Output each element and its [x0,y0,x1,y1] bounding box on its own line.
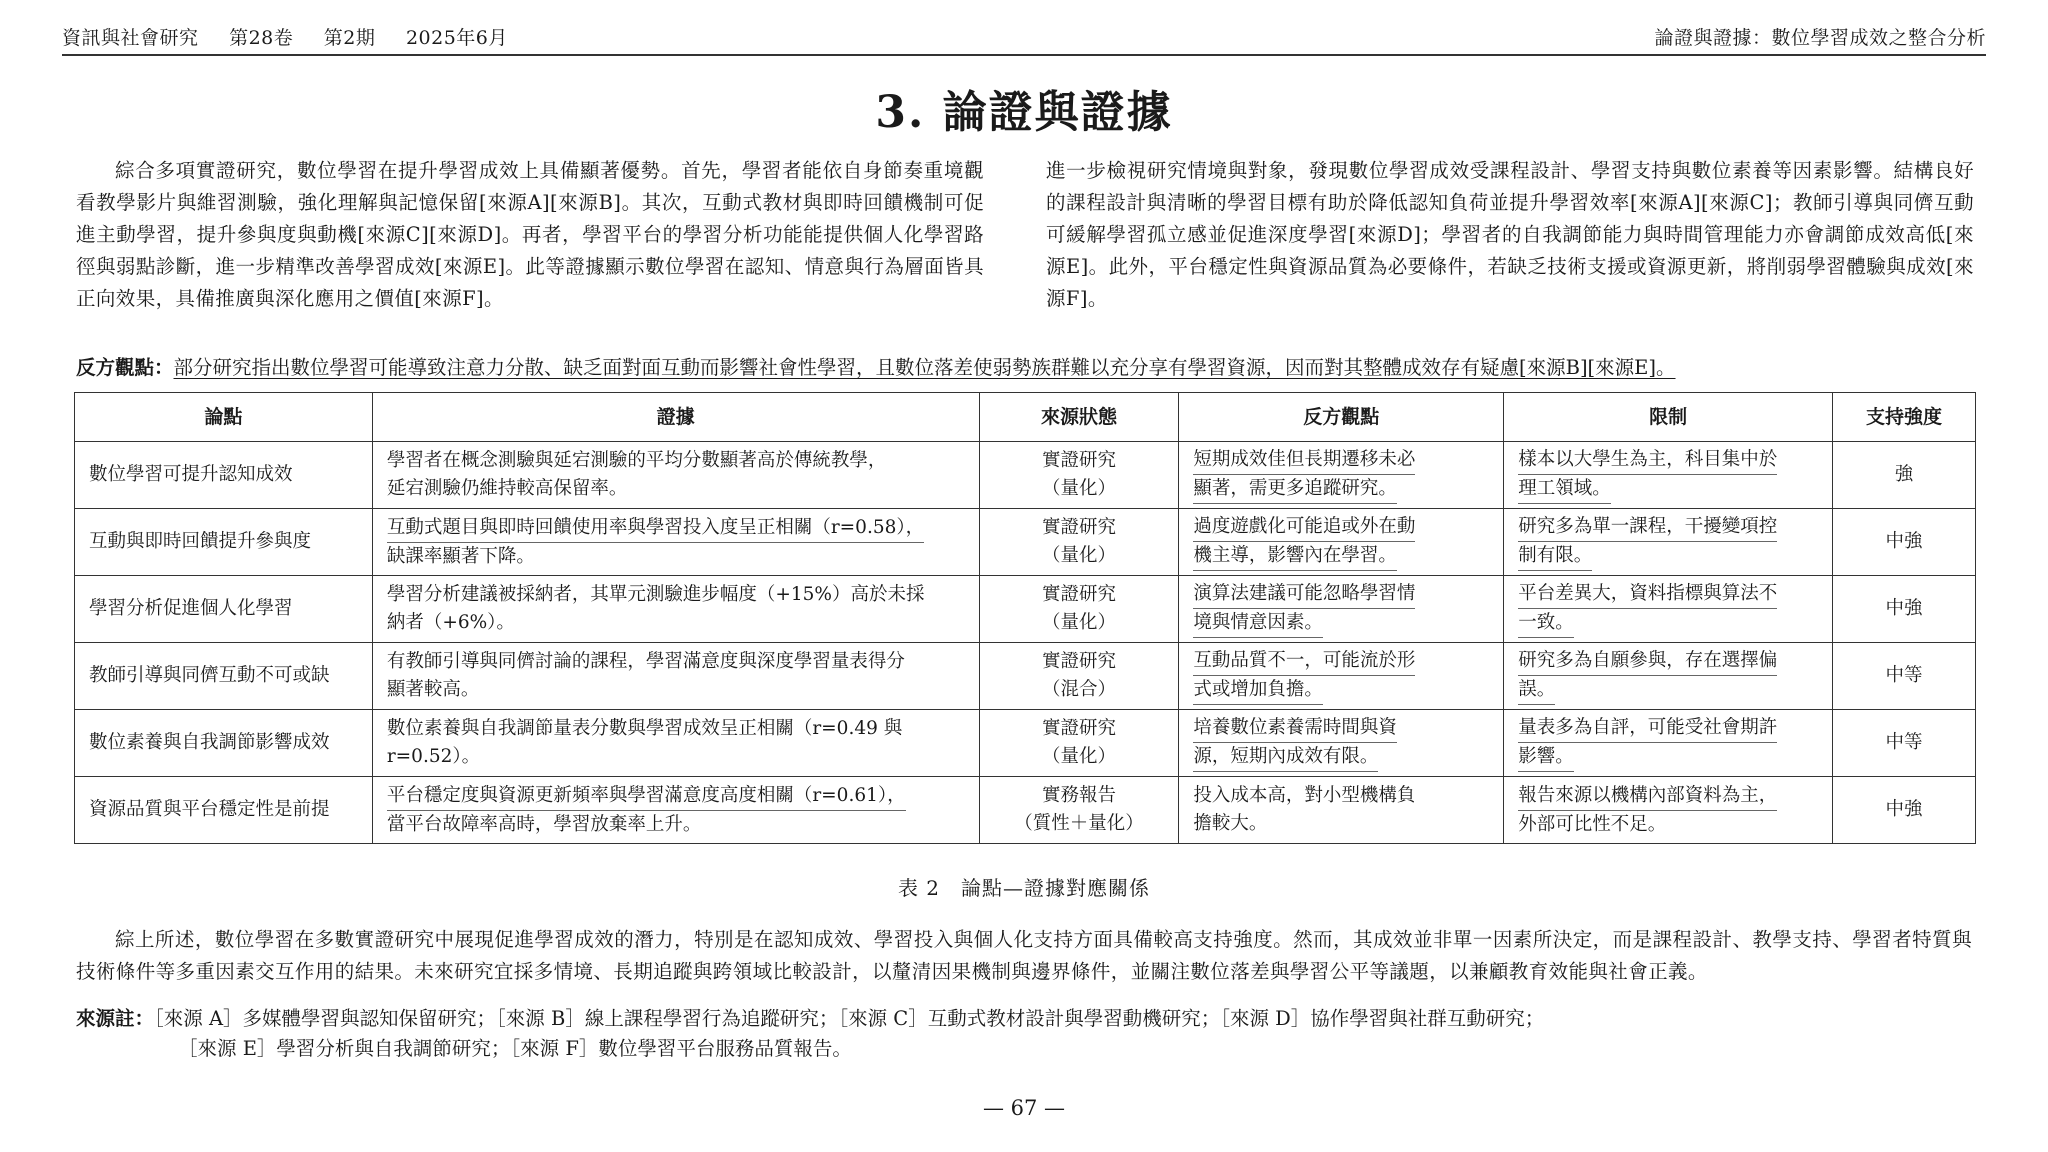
section-title: 3. 論證與證據 [875,87,1173,138]
running-title: 論證與證據：數位學習成效之整合分析 [1654,26,1986,49]
cell-limitation: 量表多為自評，可能受社會期許 影響。 [1504,710,1833,777]
cell-counter: 過度遊戲化可能追或外在動 機主導，影響內在學習。 [1179,509,1504,576]
journal-volume: 第28卷 [229,26,294,49]
table-row [75,777,1976,844]
cell-source-status: 實證研究 （量化） [979,710,1179,777]
journal-date: 2025年6月 [405,26,508,49]
cell-source-status: 實證研究 （量化） [979,442,1179,509]
journal-info [62,23,532,50]
cell-limitation: 報告來源以機構內部資料為主， 外部可比性不足。 [1504,777,1833,844]
counter-label: 反方觀點： [76,356,174,379]
table-row [75,576,1976,643]
intro-left-column [76,155,984,315]
cell-claim: 教師引導與同儕互動不可或缺 [75,643,373,710]
header-evidence: 證據 [372,393,979,442]
page-number: — 67 — [982,1096,1066,1120]
header-counter: 反方觀點 [1179,393,1504,442]
cell-claim: 數位素養與自我調節影響成效 [75,710,373,777]
running-header [62,18,1986,56]
cell-limitation: 平台差異大，資料指標與算法不 一致。 [1504,576,1833,643]
journal-issue: 第2期 [323,26,376,49]
conclusion-paragraph: 綜上所述，數位學習在多數實證研究中展現促進學習成效的潛力，特別是在認知成效、學習投入與個人化支持方面具備較高支持強度。然而，其成效並非單一因素所決定，而是課程設計、教學支持、學習者特質與技術條件等多重因素交互作用的結果。未來研究宜採多情境、長期追蹤與跨領域比較設計，以釐清因果機制與邊界條件，並關注數位落差與學習公平等議題，以兼顧教育效能與社會正義。 [76,928,1972,983]
cell-evidence: 數位素養與自我調節量表分數與學習成效呈正相關（r=0.49 與 r=0.52）。 [372,710,979,777]
table-row [75,509,1976,576]
cell-counter: 演算法建議可能忽略學習情 境與情意因素。 [1179,576,1504,643]
source-notes-line-2: ［來源 E］學習分析與自我調節研究；［來源 F］數位學習平台服務品質報告。 [178,1037,852,1060]
cell-strength: 中等 [1833,643,1976,710]
table-row [75,710,1976,777]
conclusion-block [76,924,1972,988]
header-strength: 支持強度 [1833,393,1976,442]
cell-strength: 強 [1833,442,1976,509]
source-notes-text-1: ［來源 A］多媒體學習與認知保留研究；［來源 B］線上課程學習行為追蹤研究；［來源 C］互動式教材設計與學習動機研究；［來源 D］協作學習與社群互動研究； [154,1007,1545,1030]
header-source-status: 來源狀態 [979,393,1179,442]
cell-strength: 中等 [1833,710,1976,777]
cell-source-status: 實務報告 （質性＋量化） [979,777,1179,844]
evidence-table [74,392,1976,844]
cell-source-status: 實證研究 （量化） [979,509,1179,576]
cell-source-status: 實證研究 （量化） [979,576,1179,643]
table-row [75,442,1976,509]
cell-evidence: 學習者在概念測驗與延宕測驗的平均分數顯著高於傳統教學， 延宕測驗仍維持較高保留率。 [372,442,979,509]
cell-limitation: 研究多為單一課程，干擾變項控 制有限。 [1504,509,1833,576]
cell-evidence: 學習分析建議被採納者，其單元測驗進步幅度（+15%）高於未採 納者（+6%）。 [372,576,979,643]
header-limitation: 限制 [1504,393,1833,442]
cell-source-status: 實證研究 （混合） [979,643,1179,710]
cell-evidence: 平台穩定度與資源更新頻率與學習滿意度高度相關（r=0.61）， 當平台故障率高時，學習放棄率上升。 [372,777,979,844]
journal-name: 資訊與社會研究 [62,26,199,49]
cell-counter: 短期成效佳但長期遷移未必 顯著，需更多追蹤研究。 [1179,442,1504,509]
table-caption: 表 2 論點—證據對應關係 [897,876,1151,900]
cell-claim: 互動與即時回饋提升參與度 [75,509,373,576]
source-notes-line-1 [76,1004,1972,1034]
cell-strength: 中強 [1833,576,1976,643]
cell-counter: 培養數位素養需時間與資 源，短期內成效有限。 [1179,710,1504,777]
cell-counter: 投入成本高，對小型機構負 擔較大。 [1179,777,1504,844]
table-row [75,643,1976,710]
cell-claim: 學習分析促進個人化學習 [75,576,373,643]
cell-claim: 資源品質與平台穩定性是前提 [75,777,373,844]
cell-claim: 數位學習可提升認知成效 [75,442,373,509]
header-claim: 論點 [75,393,373,442]
cell-strength: 中強 [1833,509,1976,576]
intro-paragraph-right: 進一步檢視研究情境與對象，發現數位學習成效受課程設計、學習支持與數位素養等因素影響。結構良好的課程設計與清晰的學習目標有助於降低認知負荷並提升學習效率[來源A][來源C]；教師引導與同儕互動可緩解學習孤立感並促進深度學習[來源D]；學習者的自我調節能力與時間管理能力亦會調節成效高低[來源E]。此外，平台穩定性與資源品質為必要條件，若缺乏技術支援或資源更新，將削弱學習體驗與成效[來源F]。 [1046,159,1974,310]
intro-right-column [1046,155,1974,315]
cell-strength: 中強 [1833,777,1976,844]
table-header-row [75,393,1976,442]
source-notes [76,1004,1972,1064]
cell-evidence: 有教師引導與同儕討論的課程，學習滿意度與深度學習量表得分 顯著較高。 [372,643,979,710]
cell-evidence: 互動式題目與即時回饋使用率與學習投入度呈正相關（r=0.58）， 缺課率顯著下降。 [372,509,979,576]
counter-text: 部分研究指出數位學習可能導致注意力分散、缺乏面對面互動而影響社會性學習，且數位落差使弱勢族群難以充分享有學習資源，因而對其整體成效存有疑慮[來源B][來源E]。 [173,356,1676,379]
cell-limitation: 樣本以大學生為主，科目集中於 理工領域。 [1504,442,1833,509]
source-notes-label: 來源註： [76,1007,155,1030]
counter-argument [76,352,1972,380]
intro-paragraph-left: 綜合多項實證研究，數位學習在提升學習成效上具備顯著優勢。首先，學習者能依自身節奏重境觀看教學影片與維習測驗，強化理解與記憶保留[來源A][來源B]。其次，互動式教材與即時回饋機制可促進主動學習，提升參與度與動機[來源C][來源D]。再者，學習平台的學習分析功能能提供個人化學習路徑與弱點診斷，進一步精準改善學習成效[來源E]。此等證據顯示數位學習在認知、情意與行為層面皆具正向效果，具備推廣與深化應用之價值[來源F]。 [76,159,984,310]
cell-counter: 互動品質不一，可能流於形 式或增加負擔。 [1179,643,1504,710]
cell-limitation: 研究多為自願參與，存在選擇偏 誤。 [1504,643,1833,710]
